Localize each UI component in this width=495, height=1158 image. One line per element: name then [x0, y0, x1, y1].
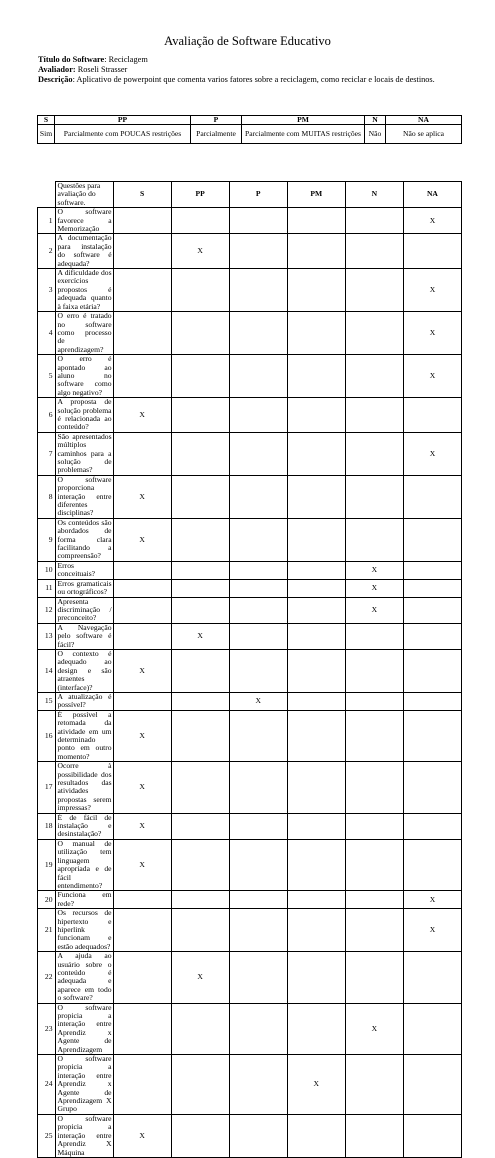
rating-cell-s [113, 355, 171, 398]
rating-cell-pp [171, 597, 229, 623]
rating-cell-n [345, 909, 403, 952]
rating-cell-p [229, 475, 287, 518]
rating-cell-s [113, 269, 171, 312]
question-row [38, 891, 462, 909]
column-header-p: P [229, 182, 287, 208]
rating-cell-pm [287, 234, 345, 269]
rating-cell-p [229, 952, 287, 1003]
column-header-s: S [113, 182, 171, 208]
question-number: 14 [38, 649, 56, 692]
rating-cell-pp [171, 269, 229, 312]
question-number: 11 [38, 579, 56, 597]
rating-cell-pm [287, 561, 345, 579]
rating-cell-pp [171, 649, 229, 692]
rating-cell-pp [171, 579, 229, 597]
rating-cell-pm [287, 891, 345, 909]
question-row [38, 269, 462, 312]
rating-cell-n: X [345, 579, 403, 597]
question-number: 24 [38, 1055, 56, 1115]
rating-cell-p [229, 355, 287, 398]
evaluator-label: Avaliador: [38, 65, 76, 74]
rating-cell-na [403, 579, 461, 597]
question-row [38, 312, 462, 355]
rating-cell-n [345, 355, 403, 398]
rating-cell-pp [171, 561, 229, 579]
rating-cell-p [229, 579, 287, 597]
legend-header-p: P [191, 116, 242, 125]
rating-cell-s [113, 909, 171, 952]
rating-cell-na [403, 398, 461, 433]
question-number: 18 [38, 813, 56, 839]
question-text: A proposta de solução problema é relacionada ao conteúdo? [55, 398, 113, 433]
question-text: A atualização é possível? [55, 692, 113, 710]
rating-cell-pp [171, 312, 229, 355]
rating-cell-p [229, 839, 287, 890]
rating-cell-pp [171, 475, 229, 518]
legend-table [37, 115, 462, 144]
rating-cell-pm [287, 839, 345, 890]
question-text: Os conteúdos são abordados de forma clara facilitando a compreensão? [55, 518, 113, 561]
rating-cell-pm [287, 475, 345, 518]
rating-cell-p [229, 597, 287, 623]
question-row [38, 839, 462, 890]
evaluator-line [38, 65, 463, 75]
rating-cell-pm [287, 518, 345, 561]
rating-cell-s [113, 312, 171, 355]
rating-cell-pm [287, 208, 345, 234]
rating-cell-s [113, 432, 171, 475]
question-row [38, 355, 462, 398]
question-number: 21 [38, 909, 56, 952]
rating-cell-p [229, 312, 287, 355]
rating-cell-na [403, 839, 461, 890]
rating-cell-pm [287, 269, 345, 312]
rating-cell-na [403, 692, 461, 710]
rating-cell-n [345, 1114, 403, 1157]
rating-cell-n [345, 710, 403, 761]
rating-cell-n [345, 312, 403, 355]
question-row [38, 475, 462, 518]
rating-cell-pm [287, 1114, 345, 1157]
question-row [38, 623, 462, 649]
question-row [38, 579, 462, 597]
rating-cell-s [113, 561, 171, 579]
legend-value-p: Parcialmente [191, 125, 242, 144]
rating-cell-pm: X [287, 1055, 345, 1115]
rating-cell-s: X [113, 1114, 171, 1157]
question-row [38, 813, 462, 839]
rating-cell-p [229, 1055, 287, 1115]
rating-cell-n [345, 1055, 403, 1115]
rating-cell-pp [171, 762, 229, 813]
rating-cell-p [229, 518, 287, 561]
rating-cell-s [113, 891, 171, 909]
question-row [38, 398, 462, 433]
rating-cell-pp: X [171, 623, 229, 649]
rating-cell-pm [287, 432, 345, 475]
rating-cell-p [229, 269, 287, 312]
legend-value-n: Não [365, 125, 386, 144]
rating-cell-pm [287, 312, 345, 355]
rating-cell-na: X [403, 909, 461, 952]
rating-cell-n [345, 623, 403, 649]
rating-cell-s [113, 208, 171, 234]
question-row [38, 561, 462, 579]
rating-cell-s [113, 579, 171, 597]
rating-cell-pp: X [171, 952, 229, 1003]
question-row [38, 952, 462, 1003]
rating-cell-s [113, 952, 171, 1003]
rating-cell-p [229, 891, 287, 909]
question-text: O software propicia a interação entre Aprendiz x Agente de Aprendizagem X Grupo [55, 1055, 113, 1115]
question-text: A Navegação pelo software é fácil? [55, 623, 113, 649]
rating-cell-p: X [229, 692, 287, 710]
rating-cell-p [229, 1003, 287, 1054]
rating-cell-pm [287, 398, 345, 433]
question-row [38, 432, 462, 475]
question-row [38, 1055, 462, 1115]
question-text: O erro é tratado no software como processo de aprendizagem? [55, 312, 113, 355]
rating-cell-p [229, 813, 287, 839]
rating-cell-n [345, 692, 403, 710]
rating-cell-n [345, 813, 403, 839]
software-line [38, 55, 463, 65]
rating-cell-pp [171, 1114, 229, 1157]
rating-cell-p [229, 909, 287, 952]
question-row [38, 692, 462, 710]
description-line [38, 75, 463, 85]
rating-cell-p [229, 1114, 287, 1157]
rating-cell-na [403, 234, 461, 269]
rating-cell-pp [171, 891, 229, 909]
question-text: A documentação para instalação do software é adequada? [55, 234, 113, 269]
rating-cell-pp [171, 1055, 229, 1115]
rating-cell-n [345, 475, 403, 518]
rating-cell-p [229, 623, 287, 649]
rating-cell-n: X [345, 597, 403, 623]
rating-cell-pm [287, 710, 345, 761]
rating-cell-na: X [403, 891, 461, 909]
question-text: Erros gramaticais ou ortográficos? [55, 579, 113, 597]
question-text: Os recursos de hipertexto e hiperlink funcionam e estão adequados? [55, 909, 113, 952]
rating-cell-pp [171, 432, 229, 475]
rating-cell-pp [171, 710, 229, 761]
column-header-n: N [345, 182, 403, 208]
question-number: 16 [38, 710, 56, 761]
rating-cell-na [403, 762, 461, 813]
legend-header-pm: PM [242, 116, 365, 125]
questions-table [37, 181, 462, 1158]
column-header-pm: PM [287, 182, 345, 208]
rating-cell-p [229, 762, 287, 813]
rating-cell-s: X [113, 475, 171, 518]
rating-cell-n [345, 762, 403, 813]
question-number: 7 [38, 432, 56, 475]
rating-cell-na [403, 1003, 461, 1054]
question-text: É de fácil de instalação e desinstalação? [55, 813, 113, 839]
rating-cell-pp [171, 839, 229, 890]
question-number: 13 [38, 623, 56, 649]
rating-cell-p [229, 208, 287, 234]
legend-value-pp: Parcialmente com POUCAS restrições [55, 125, 191, 144]
rating-cell-na [403, 597, 461, 623]
questions-header-row [38, 182, 462, 208]
rating-cell-na [403, 649, 461, 692]
question-text: Erros conceituais? [55, 561, 113, 579]
rating-cell-n [345, 839, 403, 890]
question-text: O software propicia a interação entre Aprendiz x Agente de Aprendizagem [55, 1003, 113, 1054]
questions-body [38, 208, 462, 1158]
legend-header-n: N [365, 116, 386, 125]
question-row [38, 1003, 462, 1054]
rating-cell-s [113, 597, 171, 623]
question-number: 5 [38, 355, 56, 398]
rating-cell-p [229, 649, 287, 692]
rating-cell-pm [287, 623, 345, 649]
rating-cell-s [113, 1055, 171, 1115]
question-number: 4 [38, 312, 56, 355]
software-label: Título do Software [38, 55, 105, 64]
question-row [38, 597, 462, 623]
rating-cell-pm [287, 1003, 345, 1054]
question-text: Funciona em rede? [55, 891, 113, 909]
header-number-cell [38, 182, 56, 208]
question-text: O contexto é adequado ao design e são atraentes (interface)? [55, 649, 113, 692]
question-row [38, 1114, 462, 1157]
question-row [38, 649, 462, 692]
description-label: Descrição [38, 75, 73, 84]
rating-cell-n [345, 208, 403, 234]
description-value: : Aplicativo de powerpoint que comenta varios fatores sobre a reciclagem, como reciclar e locais de destinos. [72, 75, 435, 84]
rating-cell-na: X [403, 432, 461, 475]
rating-cell-pp [171, 813, 229, 839]
rating-cell-na [403, 561, 461, 579]
question-number: 23 [38, 1003, 56, 1054]
question-number: 15 [38, 692, 56, 710]
question-text: Ocorre à possibilidade dos resultados das atividades propostas serem impressas? [55, 762, 113, 813]
rating-cell-na: X [403, 269, 461, 312]
question-number: 9 [38, 518, 56, 561]
rating-cell-pm [287, 649, 345, 692]
rating-cell-p [229, 432, 287, 475]
legend-header-s: S [38, 116, 55, 125]
question-row [38, 909, 462, 952]
column-header-na: NA [403, 182, 461, 208]
rating-cell-pm [287, 909, 345, 952]
rating-cell-na [403, 813, 461, 839]
rating-cell-na [403, 518, 461, 561]
rating-cell-n [345, 891, 403, 909]
rating-cell-n [345, 398, 403, 433]
rating-cell-pp [171, 398, 229, 433]
rating-cell-na: X [403, 208, 461, 234]
legend-value-s: Sim [38, 125, 55, 144]
rating-cell-na [403, 623, 461, 649]
document-title: Avaliação de Software Educativo [164, 34, 331, 48]
rating-cell-s: X [113, 839, 171, 890]
rating-cell-s: X [113, 813, 171, 839]
rating-cell-na [403, 952, 461, 1003]
rating-cell-n: X [345, 561, 403, 579]
rating-cell-p [229, 561, 287, 579]
rating-cell-n [345, 432, 403, 475]
rating-cell-s [113, 623, 171, 649]
question-row [38, 234, 462, 269]
legend-header-na: NA [386, 116, 462, 125]
evaluator-value: Roseli Strasser [75, 65, 128, 74]
rating-cell-na [403, 475, 461, 518]
rating-cell-s: X [113, 710, 171, 761]
legend-header-pp: PP [55, 116, 191, 125]
rating-cell-pm [287, 579, 345, 597]
rating-cell-n [345, 518, 403, 561]
question-number: 17 [38, 762, 56, 813]
question-number: 20 [38, 891, 56, 909]
rating-cell-p [229, 710, 287, 761]
rating-cell-na [403, 1055, 461, 1115]
rating-cell-s [113, 692, 171, 710]
rating-cell-pp [171, 355, 229, 398]
rating-cell-na: X [403, 355, 461, 398]
question-text: O software favorece a Memorização [55, 208, 113, 234]
questions-header-label: Questões para avaliação do software. [55, 182, 113, 208]
rating-cell-pm [287, 692, 345, 710]
rating-cell-pm [287, 813, 345, 839]
rating-cell-pm [287, 597, 345, 623]
question-text: São apresentados múltiplos caminhos para a solução de problemas? [55, 432, 113, 475]
question-number: 22 [38, 952, 56, 1003]
rating-cell-n [345, 269, 403, 312]
question-text: O software propicia a interação entre Aprendiz X Máquina [55, 1114, 113, 1157]
question-number: 6 [38, 398, 56, 433]
rating-cell-pm [287, 762, 345, 813]
rating-cell-s: X [113, 649, 171, 692]
question-row [38, 762, 462, 813]
legend-value-na: Não se aplica [386, 125, 462, 144]
rating-cell-na: X [403, 312, 461, 355]
question-number: 8 [38, 475, 56, 518]
software-meta [38, 55, 463, 85]
rating-cell-pp [171, 518, 229, 561]
rating-cell-p [229, 398, 287, 433]
rating-cell-pp [171, 909, 229, 952]
question-text: Apresenta discriminação / preconceito? [55, 597, 113, 623]
question-number: 19 [38, 839, 56, 890]
question-text: A ajuda ao usuário sobre o conteúdo é adequada e aparece em todo o software? [55, 952, 113, 1003]
rating-cell-s: X [113, 398, 171, 433]
question-number: 3 [38, 269, 56, 312]
question-text: É possível a retomada da atividade em um determinado ponto em outro momento? [55, 710, 113, 761]
question-row [38, 518, 462, 561]
question-number: 1 [38, 208, 56, 234]
question-row [38, 710, 462, 761]
rating-cell-pm [287, 355, 345, 398]
question-number: 2 [38, 234, 56, 269]
rating-cell-s [113, 234, 171, 269]
rating-cell-pp [171, 208, 229, 234]
rating-cell-pm [287, 952, 345, 1003]
rating-cell-n [345, 234, 403, 269]
rating-cell-s [113, 1003, 171, 1054]
rating-cell-na [403, 1114, 461, 1157]
rating-cell-n [345, 649, 403, 692]
rating-cell-s: X [113, 518, 171, 561]
rating-cell-pp [171, 1003, 229, 1054]
question-text: A dificuldade dos exercícios propostos é adequada quanto à faixa etária? [55, 269, 113, 312]
rating-cell-p [229, 234, 287, 269]
column-header-pp: PP [171, 182, 229, 208]
rating-cell-pp [171, 692, 229, 710]
question-number: 10 [38, 561, 56, 579]
question-row [38, 208, 462, 234]
rating-cell-pp: X [171, 234, 229, 269]
rating-cell-n: X [345, 1003, 403, 1054]
question-text: O software proporciona interação entre diferentes disciplinas? [55, 475, 113, 518]
software-value: : Reciclagem [104, 55, 148, 64]
question-text: O erro é apontado ao aluno no software como algo negativo? [55, 355, 113, 398]
question-number: 12 [38, 597, 56, 623]
rating-cell-n [345, 952, 403, 1003]
legend-value-pm: Parcialmente com MUITAS restrições [242, 125, 365, 144]
rating-cell-na [403, 710, 461, 761]
rating-cell-s: X [113, 762, 171, 813]
question-text: O manual de utilização tem linguagem apropriada e de fácil entendimento? [55, 839, 113, 890]
question-number: 25 [38, 1114, 56, 1157]
